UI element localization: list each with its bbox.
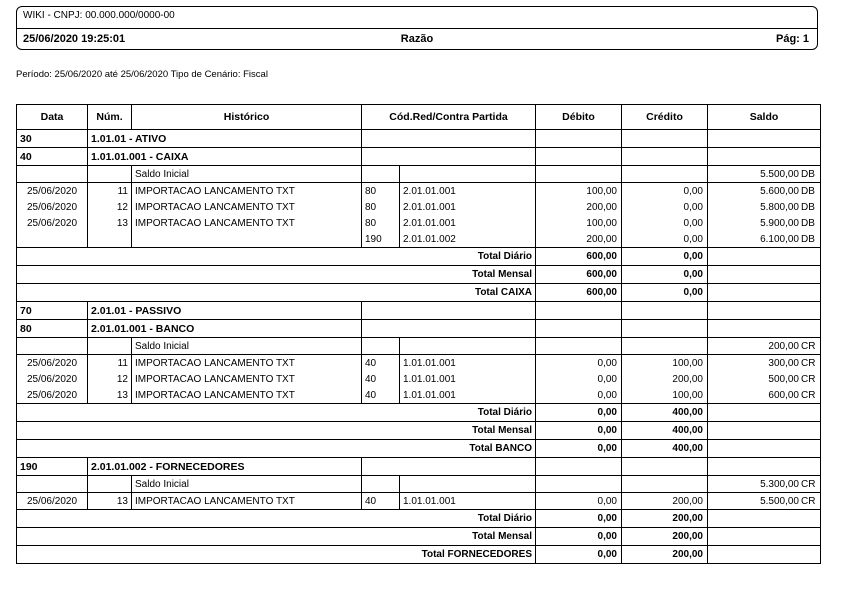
- empty-cell: [708, 248, 821, 266]
- account-code: 70: [17, 302, 88, 320]
- row-historico: IMPORTACAO LANCAMENTO TXT: [132, 199, 362, 215]
- row-contra-partida: 1.01.01.001: [400, 493, 536, 510]
- saldo-dc: DB: [801, 217, 815, 229]
- row-historico: IMPORTACAO LANCAMENTO TXT: [132, 215, 362, 231]
- total-label: Total Diário: [17, 510, 536, 528]
- empty-cell: [536, 338, 622, 355]
- total-credito: 200,00: [622, 528, 708, 546]
- ledger-table: [16, 104, 821, 564]
- account-name: 1.01.01.001 - CAIXA: [88, 148, 362, 166]
- empty-cell: [708, 422, 821, 440]
- row-date: 25/06/2020: [17, 199, 88, 215]
- row-contra-partida: 1.01.01.001: [400, 387, 536, 404]
- row-num: 11: [88, 183, 132, 200]
- row-credito: 100,00: [622, 387, 708, 404]
- table-row: [17, 231, 821, 248]
- total-row: [17, 422, 821, 440]
- table-row: [17, 183, 821, 200]
- total-credito: 400,00: [622, 404, 708, 422]
- row-debito: 200,00: [536, 199, 622, 215]
- report-title: Razão: [400, 33, 434, 45]
- col-contrapartida: Cód.Red/Contra Partida: [362, 105, 536, 130]
- table-row: [17, 355, 821, 372]
- saldo-value: 600,00: [768, 389, 799, 401]
- total-debito: 600,00: [536, 266, 622, 284]
- account-code: 40: [17, 148, 88, 166]
- saldo-value: 500,00: [768, 373, 799, 385]
- total-row: [17, 404, 821, 422]
- empty-cell: [622, 320, 708, 338]
- row-num: 12: [88, 199, 132, 215]
- row-cod-red: 40: [362, 371, 400, 387]
- table-row: [17, 199, 821, 215]
- report-header: [16, 6, 818, 50]
- empty-cell: [708, 284, 821, 302]
- row-credito: 0,00: [622, 183, 708, 200]
- account-name: 2.01.01.001 - BANCO: [88, 320, 362, 338]
- row-debito: 0,00: [536, 493, 622, 510]
- row-credito: 0,00: [622, 199, 708, 215]
- saldo-cell: [708, 338, 821, 355]
- row-date: 25/06/2020: [17, 387, 88, 404]
- saldo-cell: [708, 476, 821, 493]
- saldo-value: 200,00: [768, 340, 799, 352]
- empty-cell: [622, 302, 708, 320]
- row-debito: 0,00: [536, 371, 622, 387]
- table-row: [17, 371, 821, 387]
- empty-cell: [536, 320, 622, 338]
- row-num: 11: [88, 355, 132, 372]
- empty-cell: [708, 528, 821, 546]
- account-name: 2.01.01 - PASSIVO: [88, 302, 362, 320]
- empty-cell: [708, 148, 821, 166]
- total-row: [17, 510, 821, 528]
- empty-cell: [708, 458, 821, 476]
- row-credito: 100,00: [622, 355, 708, 372]
- row-num: 13: [88, 387, 132, 404]
- saldo-cell: [708, 199, 821, 215]
- saldo-value: 5.600,00: [760, 185, 799, 197]
- saldo-cell: [708, 493, 821, 510]
- saldo-value: 300,00: [768, 357, 799, 369]
- total-credito: 200,00: [622, 546, 708, 564]
- total-credito: 400,00: [622, 440, 708, 458]
- row-contra-partida: 2.01.01.001: [400, 199, 536, 215]
- total-label: Total BANCO: [17, 440, 536, 458]
- account-row: [17, 458, 821, 476]
- row-num: 13: [88, 493, 132, 510]
- row-historico: IMPORTACAO LANCAMENTO TXT: [132, 355, 362, 372]
- empty-cell: [708, 404, 821, 422]
- total-row: [17, 546, 821, 564]
- empty-cell: [622, 338, 708, 355]
- empty-cell: [536, 458, 622, 476]
- row-contra-partida: 1.01.01.001: [400, 371, 536, 387]
- saldo-dc: DB: [801, 201, 815, 213]
- row-cod-red: 40: [362, 355, 400, 372]
- empty-cell: [622, 458, 708, 476]
- row-debito: 100,00: [536, 183, 622, 200]
- row-num: [88, 231, 132, 248]
- saldo-dc: CR: [801, 340, 816, 352]
- total-debito: 0,00: [536, 404, 622, 422]
- saldo-dc: DB: [801, 185, 815, 197]
- company-label: WIKI - CNPJ: 00.000.000/0000-00: [23, 10, 175, 21]
- row-cod-red: 80: [362, 215, 400, 231]
- saldo-cell: [708, 183, 821, 200]
- total-row: [17, 248, 821, 266]
- empty-cell: [362, 302, 536, 320]
- row-num: 12: [88, 371, 132, 387]
- row-historico: IMPORTACAO LANCAMENTO TXT: [132, 183, 362, 200]
- row-credito: 200,00: [622, 493, 708, 510]
- empty-cell: [362, 338, 400, 355]
- saldo-cell: [708, 355, 821, 372]
- empty-cell: [536, 166, 622, 183]
- total-debito: 0,00: [536, 528, 622, 546]
- row-debito: 200,00: [536, 231, 622, 248]
- total-credito: 0,00: [622, 266, 708, 284]
- saldo-dc: CR: [801, 389, 816, 401]
- row-cod-red: 80: [362, 199, 400, 215]
- row-historico: [132, 231, 362, 248]
- col-debito: Débito: [536, 105, 622, 130]
- ledger-body: [17, 130, 821, 564]
- row-date: 25/06/2020: [17, 493, 88, 510]
- empty-cell: [536, 148, 622, 166]
- account-name: 2.01.01.002 - FORNECEDORES: [88, 458, 362, 476]
- empty-cell: [400, 476, 536, 493]
- saldo-cell: [708, 215, 821, 231]
- total-label: Total Mensal: [17, 422, 536, 440]
- header-divider: [17, 28, 817, 29]
- total-row: [17, 528, 821, 546]
- row-historico: IMPORTACAO LANCAMENTO TXT: [132, 493, 362, 510]
- col-num: Núm.: [88, 105, 132, 130]
- total-credito: 200,00: [622, 510, 708, 528]
- account-row: [17, 302, 821, 320]
- col-credito: Crédito: [622, 105, 708, 130]
- row-cod-red: 40: [362, 493, 400, 510]
- total-label: Total Diário: [17, 404, 536, 422]
- col-data: Data: [17, 105, 88, 130]
- saldo-dc: CR: [801, 495, 816, 507]
- row-contra-partida: 1.01.01.001: [400, 355, 536, 372]
- saldo-inicial-label: Saldo Inicial: [132, 166, 362, 183]
- saldo-cell: [708, 166, 821, 183]
- total-credito: 400,00: [622, 422, 708, 440]
- empty-cell: [708, 320, 821, 338]
- saldo-dc: CR: [801, 478, 816, 490]
- total-row: [17, 440, 821, 458]
- row-cod-red: 190: [362, 231, 400, 248]
- total-debito: 600,00: [536, 248, 622, 266]
- row-debito: 100,00: [536, 215, 622, 231]
- empty-cell: [362, 476, 400, 493]
- row-date: [17, 231, 88, 248]
- empty-cell: [88, 166, 132, 183]
- table-header-row: [17, 105, 821, 130]
- saldo-cell: [708, 371, 821, 387]
- total-debito: 0,00: [536, 546, 622, 564]
- row-date: 25/06/2020: [17, 371, 88, 387]
- row-credito: 0,00: [622, 231, 708, 248]
- row-credito: 0,00: [622, 215, 708, 231]
- total-label: Total Diário: [17, 248, 536, 266]
- total-label: Total FORNECEDORES: [17, 546, 536, 564]
- empty-cell: [708, 440, 821, 458]
- total-debito: 600,00: [536, 284, 622, 302]
- saldo-dc: CR: [801, 373, 816, 385]
- table-row: [17, 493, 821, 510]
- saldo-value: 6.100,00: [760, 233, 799, 245]
- table-row: [17, 215, 821, 231]
- empty-cell: [17, 476, 88, 493]
- row-date: 25/06/2020: [17, 215, 88, 231]
- saldo-value: 5.300,00: [760, 478, 799, 490]
- account-code: 30: [17, 130, 88, 148]
- saldo-inicial-label: Saldo Inicial: [132, 338, 362, 355]
- period-label: Período: 25/06/2020 até 25/06/2020 Tipo de Cenário: Fiscal: [16, 69, 268, 80]
- empty-cell: [536, 302, 622, 320]
- empty-cell: [622, 166, 708, 183]
- empty-cell: [400, 338, 536, 355]
- total-debito: 0,00: [536, 510, 622, 528]
- total-label: Total Mensal: [17, 528, 536, 546]
- empty-cell: [17, 338, 88, 355]
- empty-cell: [622, 130, 708, 148]
- saldo-cell: [708, 387, 821, 404]
- row-date: 25/06/2020: [17, 183, 88, 200]
- empty-cell: [622, 148, 708, 166]
- empty-cell: [400, 166, 536, 183]
- saldo-inicial-row: [17, 166, 821, 183]
- empty-cell: [708, 510, 821, 528]
- empty-cell: [362, 130, 536, 148]
- account-row: [17, 320, 821, 338]
- total-debito: 0,00: [536, 422, 622, 440]
- row-date: 25/06/2020: [17, 355, 88, 372]
- total-label: Total CAIXA: [17, 284, 536, 302]
- row-historico: IMPORTACAO LANCAMENTO TXT: [132, 387, 362, 404]
- account-name: 1.01.01 - ATIVO: [88, 130, 362, 148]
- empty-cell: [88, 476, 132, 493]
- empty-cell: [708, 302, 821, 320]
- empty-cell: [708, 266, 821, 284]
- saldo-cell: [708, 231, 821, 248]
- empty-cell: [536, 130, 622, 148]
- account-row: [17, 130, 821, 148]
- total-credito: 0,00: [622, 284, 708, 302]
- table-row: [17, 387, 821, 404]
- empty-cell: [708, 546, 821, 564]
- col-saldo: Saldo: [708, 105, 821, 130]
- total-row: [17, 284, 821, 302]
- account-row: [17, 148, 821, 166]
- row-num: 13: [88, 215, 132, 231]
- row-contra-partida: 2.01.01.001: [400, 215, 536, 231]
- row-contra-partida: 2.01.01.001: [400, 183, 536, 200]
- empty-cell: [708, 130, 821, 148]
- row-cod-red: 80: [362, 183, 400, 200]
- saldo-value: 5.500,00: [760, 168, 799, 180]
- empty-cell: [362, 148, 536, 166]
- account-code: 80: [17, 320, 88, 338]
- row-credito: 200,00: [622, 371, 708, 387]
- report-datetime: 25/06/2020 19:25:01: [23, 33, 126, 45]
- saldo-dc: DB: [801, 168, 815, 180]
- saldo-inicial-row: [17, 338, 821, 355]
- saldo-value: 5.500,00: [760, 495, 799, 507]
- row-debito: 0,00: [536, 387, 622, 404]
- account-code: 190: [17, 458, 88, 476]
- row-contra-partida: 2.01.01.002: [400, 231, 536, 248]
- page-number: Pág: 1: [775, 33, 809, 45]
- total-credito: 0,00: [622, 248, 708, 266]
- empty-cell: [362, 320, 536, 338]
- empty-cell: [536, 476, 622, 493]
- empty-cell: [88, 338, 132, 355]
- empty-cell: [362, 458, 536, 476]
- row-debito: 0,00: [536, 355, 622, 372]
- total-row: [17, 266, 821, 284]
- row-cod-red: 40: [362, 387, 400, 404]
- col-historico: Histórico: [132, 105, 362, 130]
- saldo-inicial-label: Saldo Inicial: [132, 476, 362, 493]
- empty-cell: [622, 476, 708, 493]
- saldo-inicial-row: [17, 476, 821, 493]
- empty-cell: [362, 166, 400, 183]
- saldo-dc: DB: [801, 233, 815, 245]
- saldo-value: 5.900,00: [760, 217, 799, 229]
- total-label: Total Mensal: [17, 266, 536, 284]
- saldo-dc: CR: [801, 357, 816, 369]
- row-historico: IMPORTACAO LANCAMENTO TXT: [132, 371, 362, 387]
- empty-cell: [17, 166, 88, 183]
- saldo-value: 5.800,00: [760, 201, 799, 213]
- total-debito: 0,00: [536, 440, 622, 458]
